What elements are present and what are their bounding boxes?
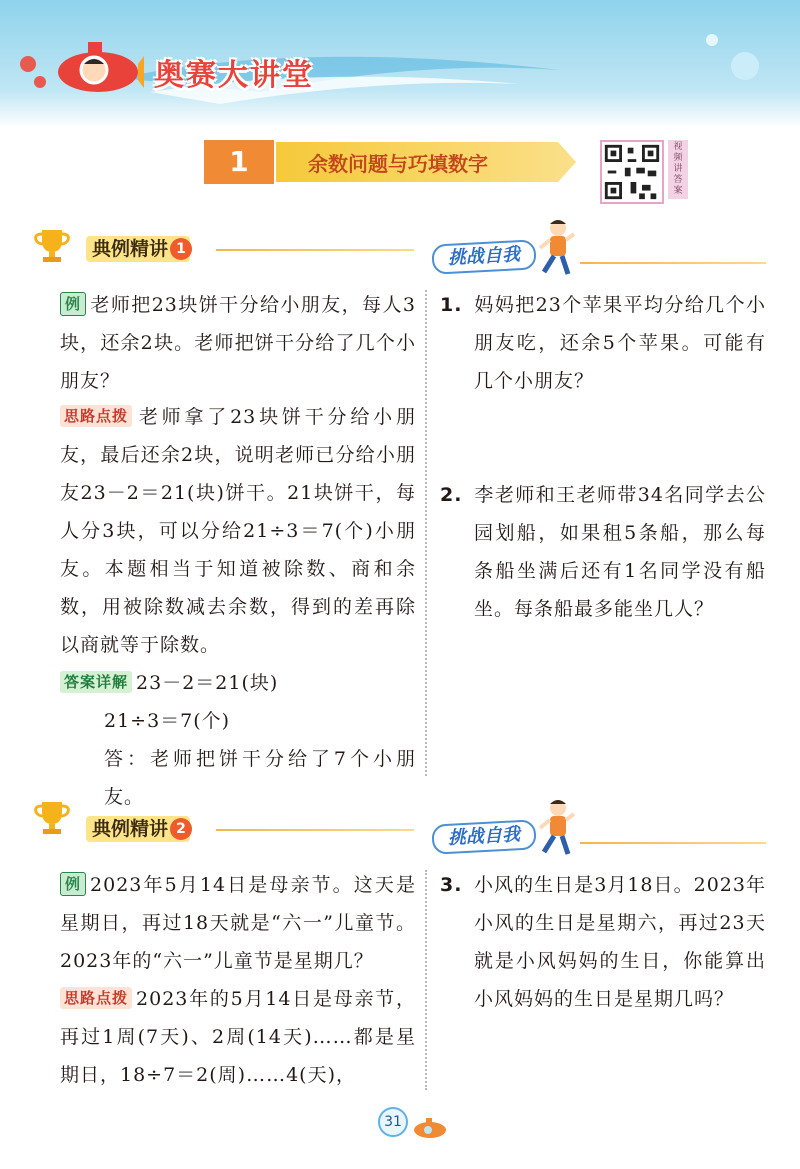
header-title: 奥赛大讲堂: [154, 58, 314, 93]
qr-label: 视频讲答案: [668, 140, 688, 199]
answer-tag: 答案详解: [60, 671, 132, 693]
question-number-3: 3.: [440, 874, 463, 896]
section-label-2: [86, 816, 190, 842]
challenge-question-2: [440, 476, 766, 628]
running-boy-icon: [532, 218, 576, 282]
section-number-2: 2: [170, 818, 192, 840]
section-label-text: 典例精讲: [92, 238, 169, 260]
challenge-label-2: 挑战自我: [431, 819, 536, 854]
question-text-1: 妈妈把23个苹果平均分给几个小朋友吃，还余5个苹果。可能有几个小朋友？: [474, 294, 766, 392]
example-tag: 例: [60, 872, 86, 896]
column-divider: [425, 290, 427, 776]
question-number-1: 1.: [440, 294, 463, 316]
section-number-1: 1: [170, 238, 192, 260]
lesson-banner: [204, 140, 594, 184]
page-number: 31: [378, 1107, 408, 1137]
question-text-2: 李老师和王老师带34名同学去公园划船，如果租5条船，那么每条船坐满后还有1名同学没有船坐。每条船最多能坐几人？: [474, 484, 766, 620]
hint-tag: 思路点拨: [60, 987, 132, 1009]
example-1-answer: [60, 664, 416, 816]
example-1-problem: [60, 286, 416, 400]
section-rule: [216, 829, 414, 831]
answer-line-3: 答：老师把饼干分给了7个小朋友。: [104, 748, 416, 808]
lesson-number: 1: [204, 140, 274, 184]
hint-text: 老师拿了23块饼干分给小朋友，最后还余2块，说明老师已分给小朋友23－2＝21(块)饼干。21块饼干，每人分3块，可以分给21÷3＝7(个)小朋友。本题相当于知道被除数、商和余数，用被除数减去余数，得到的差再除以商就等于除数。: [60, 406, 416, 656]
answer-line-2: 21÷3＝7(个): [104, 710, 231, 732]
column-divider: [425, 870, 427, 1090]
question-text-3: 小风的生日是3月18日。2023年小风的生日是星期六，再过23天就是小风妈妈的生日，你能算出小风妈妈的生日是星期几吗？: [474, 874, 766, 1010]
running-boy-icon: [532, 798, 576, 862]
small-submarine-icon: [410, 1116, 450, 1140]
question-number-2: 2.: [440, 484, 463, 506]
trophy-icon: [32, 798, 72, 836]
problem-text: 老师把23块饼干分给小朋友，每人3块，还余2块。老师把饼干分给了几个小朋友？: [60, 294, 416, 392]
challenge-label-1: 挑战自我: [431, 239, 536, 274]
example-2-problem: [60, 866, 416, 980]
challenge-rule: [580, 842, 766, 844]
section-label-text: 典例精讲: [92, 818, 169, 840]
hint-text: 2023年的5月14日是母亲节，再过1周(7天)、2周(14天)……都是星期日，18÷7＝2(周)……4(天)，: [60, 988, 416, 1086]
challenge-question-1: [440, 286, 766, 400]
qr-code-icon[interactable]: [600, 140, 664, 204]
example-1-hint: [60, 398, 416, 664]
trophy-icon: [32, 226, 72, 264]
challenge-question-3: [440, 866, 766, 1018]
section-rule: [216, 249, 414, 251]
problem-text: 2023年5月14日是母亲节。这天是星期日，再过18天就是“六一”儿童节。2023年的“六一”儿童节是星期几？: [60, 874, 416, 972]
section-label-1: [86, 236, 190, 262]
example-tag: 例: [60, 292, 86, 316]
answer-line-1: 23－2＝21(块): [136, 672, 279, 694]
lesson-title: 余数问题与巧填数字: [308, 152, 488, 176]
hint-tag: 思路点拨: [60, 405, 132, 427]
example-2-hint: [60, 980, 416, 1094]
challenge-rule: [580, 262, 766, 264]
submarine-icon: [52, 34, 144, 98]
